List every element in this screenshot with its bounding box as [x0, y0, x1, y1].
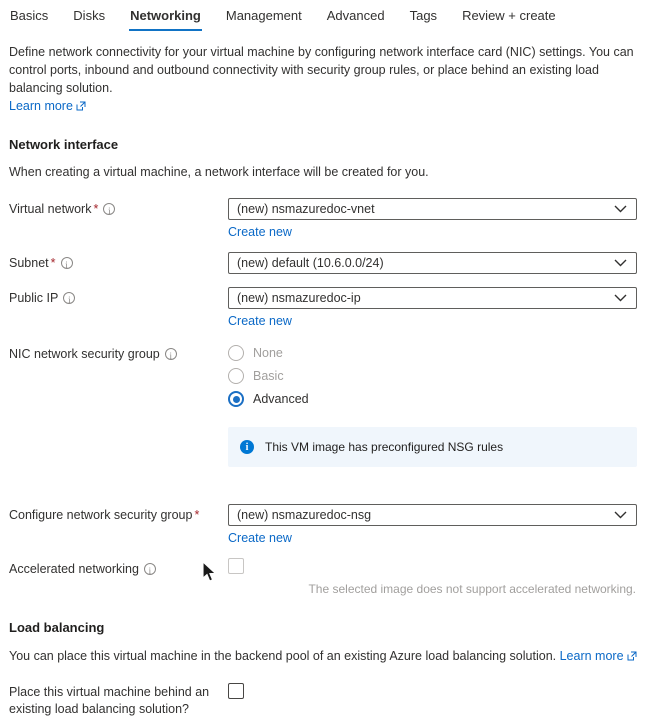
configure-nsg-dropdown[interactable] — [228, 504, 637, 526]
intro-paragraph — [9, 43, 637, 116]
required-asterisk: * — [50, 256, 56, 270]
tab-advanced[interactable]: Advanced — [326, 8, 385, 23]
accelerated-networking-checkbox — [228, 558, 244, 574]
lb-checkbox-row — [9, 683, 647, 718]
learn-more-label: Learn more — [559, 649, 624, 663]
radio-option-advanced[interactable] — [228, 391, 637, 407]
configure-nsg-create-new-link[interactable]: Create new — [228, 531, 292, 545]
chevron-down-icon — [614, 508, 627, 522]
wizard-tab-bar — [9, 6, 647, 31]
info-icon[interactable] — [61, 257, 73, 269]
intro-text: Define network connectivity for your virtual machine by configuring network interface card (NIC) settings. You can control ports, inbound and outbound connectivity with security group rules, or place behind an existing load balancing solution. — [9, 45, 634, 95]
info-banner-text: This VM image has preconfigured NSG rules — [265, 440, 504, 454]
info-banner-icon: i — [240, 440, 254, 454]
accelerated-networking-row — [9, 558, 647, 596]
public-ip-dropdown[interactable] — [228, 287, 637, 309]
chevron-down-icon — [614, 202, 627, 216]
lb-description-text: You can place this virtual machine in the backend pool of an existing Azure load balancing solution. — [9, 649, 557, 663]
external-link-icon — [627, 649, 637, 666]
label-text: Subnet — [9, 256, 49, 270]
subnet-row — [9, 252, 647, 274]
nic-nsg-label — [9, 343, 228, 362]
load-balancing-heading: Load balancing — [9, 620, 105, 635]
virtual-network-create-new-link[interactable]: Create new — [228, 225, 292, 239]
radio-label: Advanced — [253, 392, 309, 406]
chevron-down-icon — [614, 256, 627, 270]
virtual-network-value: (new) nsmazuredoc-vnet — [237, 202, 375, 216]
radio-selected-icon — [228, 391, 244, 407]
subnet-dropdown[interactable] — [228, 252, 637, 274]
tab-review-create[interactable]: Review + create — [462, 8, 556, 23]
public-ip-label — [9, 287, 228, 306]
network-interface-heading: Network interface — [9, 137, 119, 152]
tab-tags[interactable]: Tags — [409, 8, 438, 23]
nic-nsg-radio-group — [228, 343, 637, 414]
label-text: Accelerated networking — [9, 562, 139, 576]
info-icon[interactable] — [165, 348, 177, 360]
subnet-label — [9, 252, 228, 271]
tab-disks[interactable]: Disks — [73, 8, 106, 23]
radio-option-none[interactable] — [228, 345, 637, 361]
lb-question-label: Place this virtual machine behind an existing load balancing solution? — [9, 685, 210, 716]
label-text: Public IP — [9, 291, 59, 305]
public-ip-create-new-link[interactable]: Create new — [228, 314, 292, 328]
radio-label: Basic — [253, 369, 284, 383]
external-link-icon — [76, 98, 86, 116]
info-icon[interactable] — [63, 292, 75, 304]
tab-management[interactable]: Management — [225, 8, 302, 23]
tab-networking[interactable]: Networking — [129, 6, 202, 31]
load-balancing-description — [9, 648, 647, 666]
label-text: Configure network security group — [9, 508, 193, 522]
radio-label: None — [253, 346, 283, 360]
subnet-value: (new) default (10.6.0.0/24) — [237, 256, 384, 270]
public-ip-value: (new) nsmazuredoc-ip — [237, 291, 361, 305]
learn-more-label: Learn more — [9, 99, 73, 113]
lb-learn-more-link[interactable] — [560, 649, 637, 663]
required-asterisk: * — [93, 202, 99, 216]
chevron-down-icon — [614, 291, 627, 305]
nsg-info-banner — [228, 427, 637, 467]
intro-learn-more-link[interactable] — [9, 99, 86, 113]
virtual-network-row — [9, 198, 647, 239]
required-asterisk: * — [194, 508, 200, 522]
tab-basics[interactable]: Basics — [10, 8, 49, 23]
info-icon[interactable] — [103, 203, 115, 215]
lb-checkbox[interactable] — [228, 683, 244, 699]
info-icon[interactable] — [144, 563, 156, 575]
virtual-network-dropdown[interactable] — [228, 198, 637, 220]
public-ip-row — [9, 287, 647, 328]
nic-nsg-row — [9, 343, 647, 414]
radio-option-basic[interactable] — [228, 368, 637, 384]
label-text: Virtual network — [9, 202, 92, 216]
virtual-network-label — [9, 198, 228, 217]
radio-icon — [228, 368, 244, 384]
accelerated-networking-label — [9, 558, 228, 577]
radio-icon — [228, 345, 244, 361]
label-text: NIC network security group — [9, 347, 160, 361]
configure-nsg-row — [9, 504, 647, 545]
accelerated-networking-note: The selected image does not support accelerated networking. — [308, 582, 636, 596]
configure-nsg-value: (new) nsmazuredoc-nsg — [237, 508, 372, 522]
network-interface-subtext: When creating a virtual machine, a network interface will be created for you. — [9, 165, 429, 179]
configure-nsg-label — [9, 504, 228, 523]
